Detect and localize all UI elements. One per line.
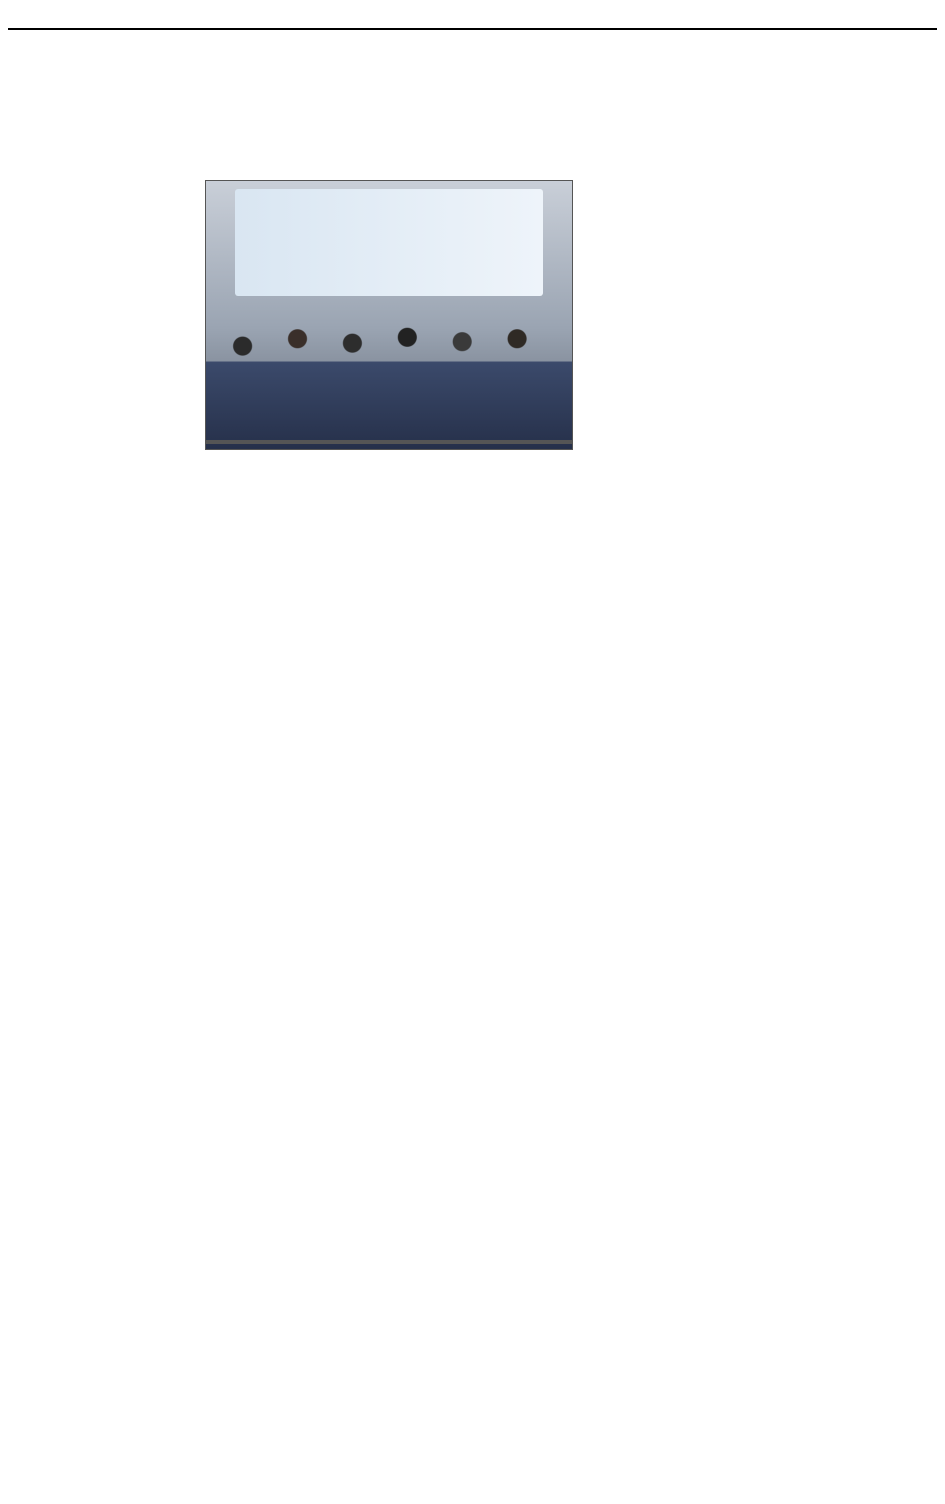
main-story-col2	[205, 455, 380, 605]
spacer41	[205, 442, 573, 444]
page-header	[8, 4, 937, 30]
spacer150	[205, 440, 573, 442]
event-photo-1	[205, 180, 573, 450]
main-story-col1	[12, 180, 198, 680]
main-story-col2b	[388, 455, 573, 605]
spacer261	[205, 440, 207, 442]
